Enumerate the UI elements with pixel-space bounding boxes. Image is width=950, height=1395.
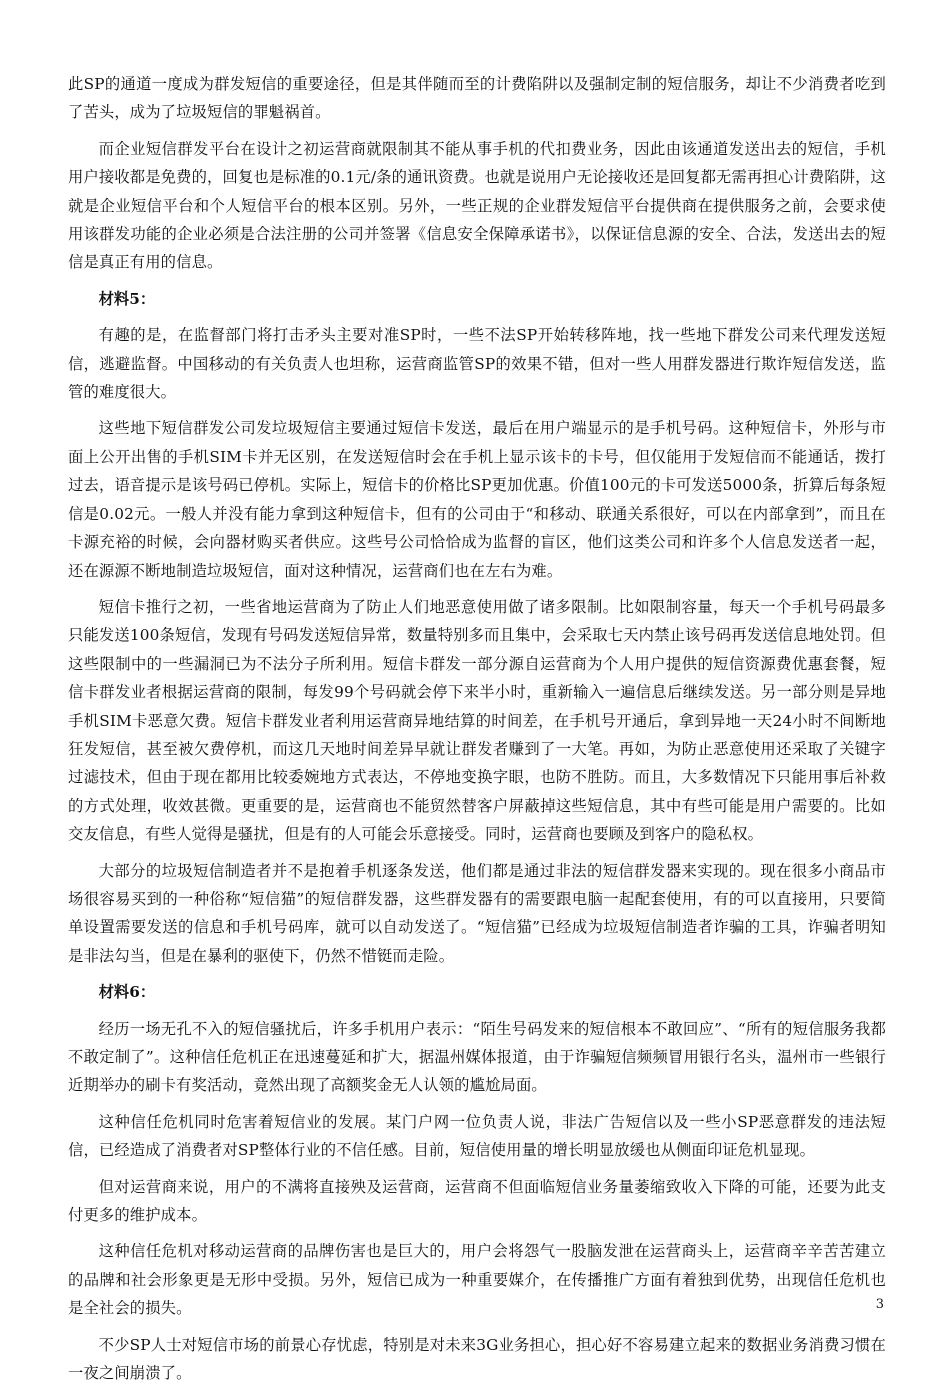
section-heading-material-6: 材料6： [98,983,156,1002]
paragraph: 经历一场无孔不入的短信骚扰后，许多手机用户表示：“陌生号码发来的短信根本不敢回应”、“所有的短信服务我都不敢定制了”。这种信任危机正在迅速蔓延和扩大，据温州媒体报道，由于诈骗短信频频冒用银行名头，温州市一些银行近期举办的刷卡有奖活动，竟然出现了高额奖金无人认领的尴尬局面。 [68,1019,886,1095]
paragraph: 这种信任危机同时危害着短信业的发展。某门户网一位负责人说，非法广告短信以及一些小SP恶意群发的违法短信，已经造成了消费者对SP整体行业的不信任感。目前，短信使用量的增长明显放缓也从侧面印证危机显现。 [68,1112,886,1160]
paragraph: 这种信任危机对移动运营商的品牌伤害也是巨大的，用户会将怨气一股脑发泄在运营商头上，运营商辛辛苦苦建立的品牌和社会形象更是无形中受损。另外，短信已成为一种重要媒介，在传播推广方面有着独到优势，出现信任危机也是全社会的损失。 [68,1242,886,1318]
section-heading-material-5: 材料5： [98,289,156,308]
paragraph: 大部分的垃圾短信制造者并不是抱着手机逐条发送，他们都是通过非法的短信群发器来实现的。现在很多小商品市场很容易买到的一种俗称“短信猫”的短信群发器，这些群发器有的需要跟电脑一起配套使用，有的可以直接用，只要简单设置需要发送的信息和手机号码库，就可以自动发送了。“短信猫”已经成为垃圾短信制造者诈骗的工具，诈骗者明知是非法勾当，但是在暴利的驱使下，仍然不惜铤而走险。 [68,861,886,965]
paragraph: 不少SP人士对短信市场的前景心存忧虑，特别是对未来3G业务担心，担心好不容易建立起来的数据业务消费习惯在一夜之间崩溃了。 [68,1335,886,1383]
paragraph: 这些地下短信群发公司发垃圾短信主要通过短信卡发送，最后在用户端显示的是手机号码。这种短信卡，外形与市面上公开出售的手机SIM卡并无区别，在发送短信时会在手机上显示该卡的卡号，但仅能用于发短信而不能通话，拨打过去，语音提示是该号码已停机。实际上，短信卡的价格比SP更加优惠。价值100元的卡可发送5000条，折算后每条短信是0.02元。一般人并没有能力拿到这种短信卡，但有的公司由于“和移动、联通关系很好，可以在内部拿到”，而且在卡源充裕的时候，会向器材购买者供应。这些号公司恰恰成为监督的盲区，他们这类公司和许多个人信息发送者一起，还在源源不断地制造垃圾短信，面对这种情况，运营商们也在左右为难。 [68,419,886,580]
paragraph: 有趣的是，在监督部门将打击矛头主要对准SP时，一些不法SP开始转移阵地，找一些地下群发公司来代理发送短信，逃避监督。中国移动的有关负责人也坦称，运营商监管SP的效果不错，但对一些人用群发器进行欺诈短信发送，监管的难度很大。 [68,326,886,402]
page-number: 3 [875,1297,884,1312]
paragraph: 而企业短信群发平台在设计之初运营商就限制其不能从事手机的代扣费业务，因此由该通道发送出去的短信，手机用户接收都是免费的，回复也是标准的0.1元/条的通讯资费。也就是说用户无论接收还是回复都无需再担心计费陷阱，这就是企业短信平台和个人短信平台的根本区别。另外，一些正规的企业群发短信平台提供商在提供服务之前，会要求使用该群发功能的企业必须是合法注册的公司并签署《信息安全保障承诺书》，以保证信息源的安全、合法，发送出去的短信是真正有用的信息。 [68,139,886,272]
paragraph: 但对运营商来说，用户的不满将直接殃及运营商，运营商不但面临短信业务量萎缩致收入下降的可能，还要为此支付更多的维护成本。 [68,1177,886,1225]
paragraph: 此SP的通道一度成为群发短信的重要途径，但是其伴随而至的计费陷阱以及强制定制的短信服务，却让不少消费者吃到了苦头，成为了垃圾短信的罪魁祸首。 [68,75,886,122]
paragraph: 短信卡推行之初，一些省地运营商为了防止人们地恶意使用做了诸多限制。比如限制容量，每天一个手机号码最多只能发送100条短信，发现有号码发送短信异常，数量特别多而且集中，会采取七天内禁止该号码再发送信息地处罚。但这些限制中的一些漏洞已为不法分子所利用。短信卡群发一部分源自运营商为个人用户提供的短信资源费优惠套餐，短信卡群发业者根据运营商的限制，每发99个号码就会停下来半小时，重新输入一遍信息后继续发送。另一部分则是异地手机SIM卡恶意欠费。短信卡群发业者利用运营商异地结算的时间差，在手机号开通后，拿到异地一天24小时不间断地狂发短信，甚至被欠费停机，而这几天地时间差异早就让群发者赚到了一大笔。再如，为防止恶意使用还采取了关键字过滤技术，但由于现在都用比较委婉地方式表达，不停地变换字眼，也防不胜防。而且，大多数情况下只能用事后补救的方式处理，收效甚微。更重要的是，运营商也不能贸然替客户屏蔽掉这些短信息，其中有些可能是用户需要的。比如交友信息，有些人觉得是骚扰，但是有的人可能会乐意接受。同时，运营商也要顾及到客户的隐私权。 [68,597,886,844]
document-page [68,70,886,1395]
